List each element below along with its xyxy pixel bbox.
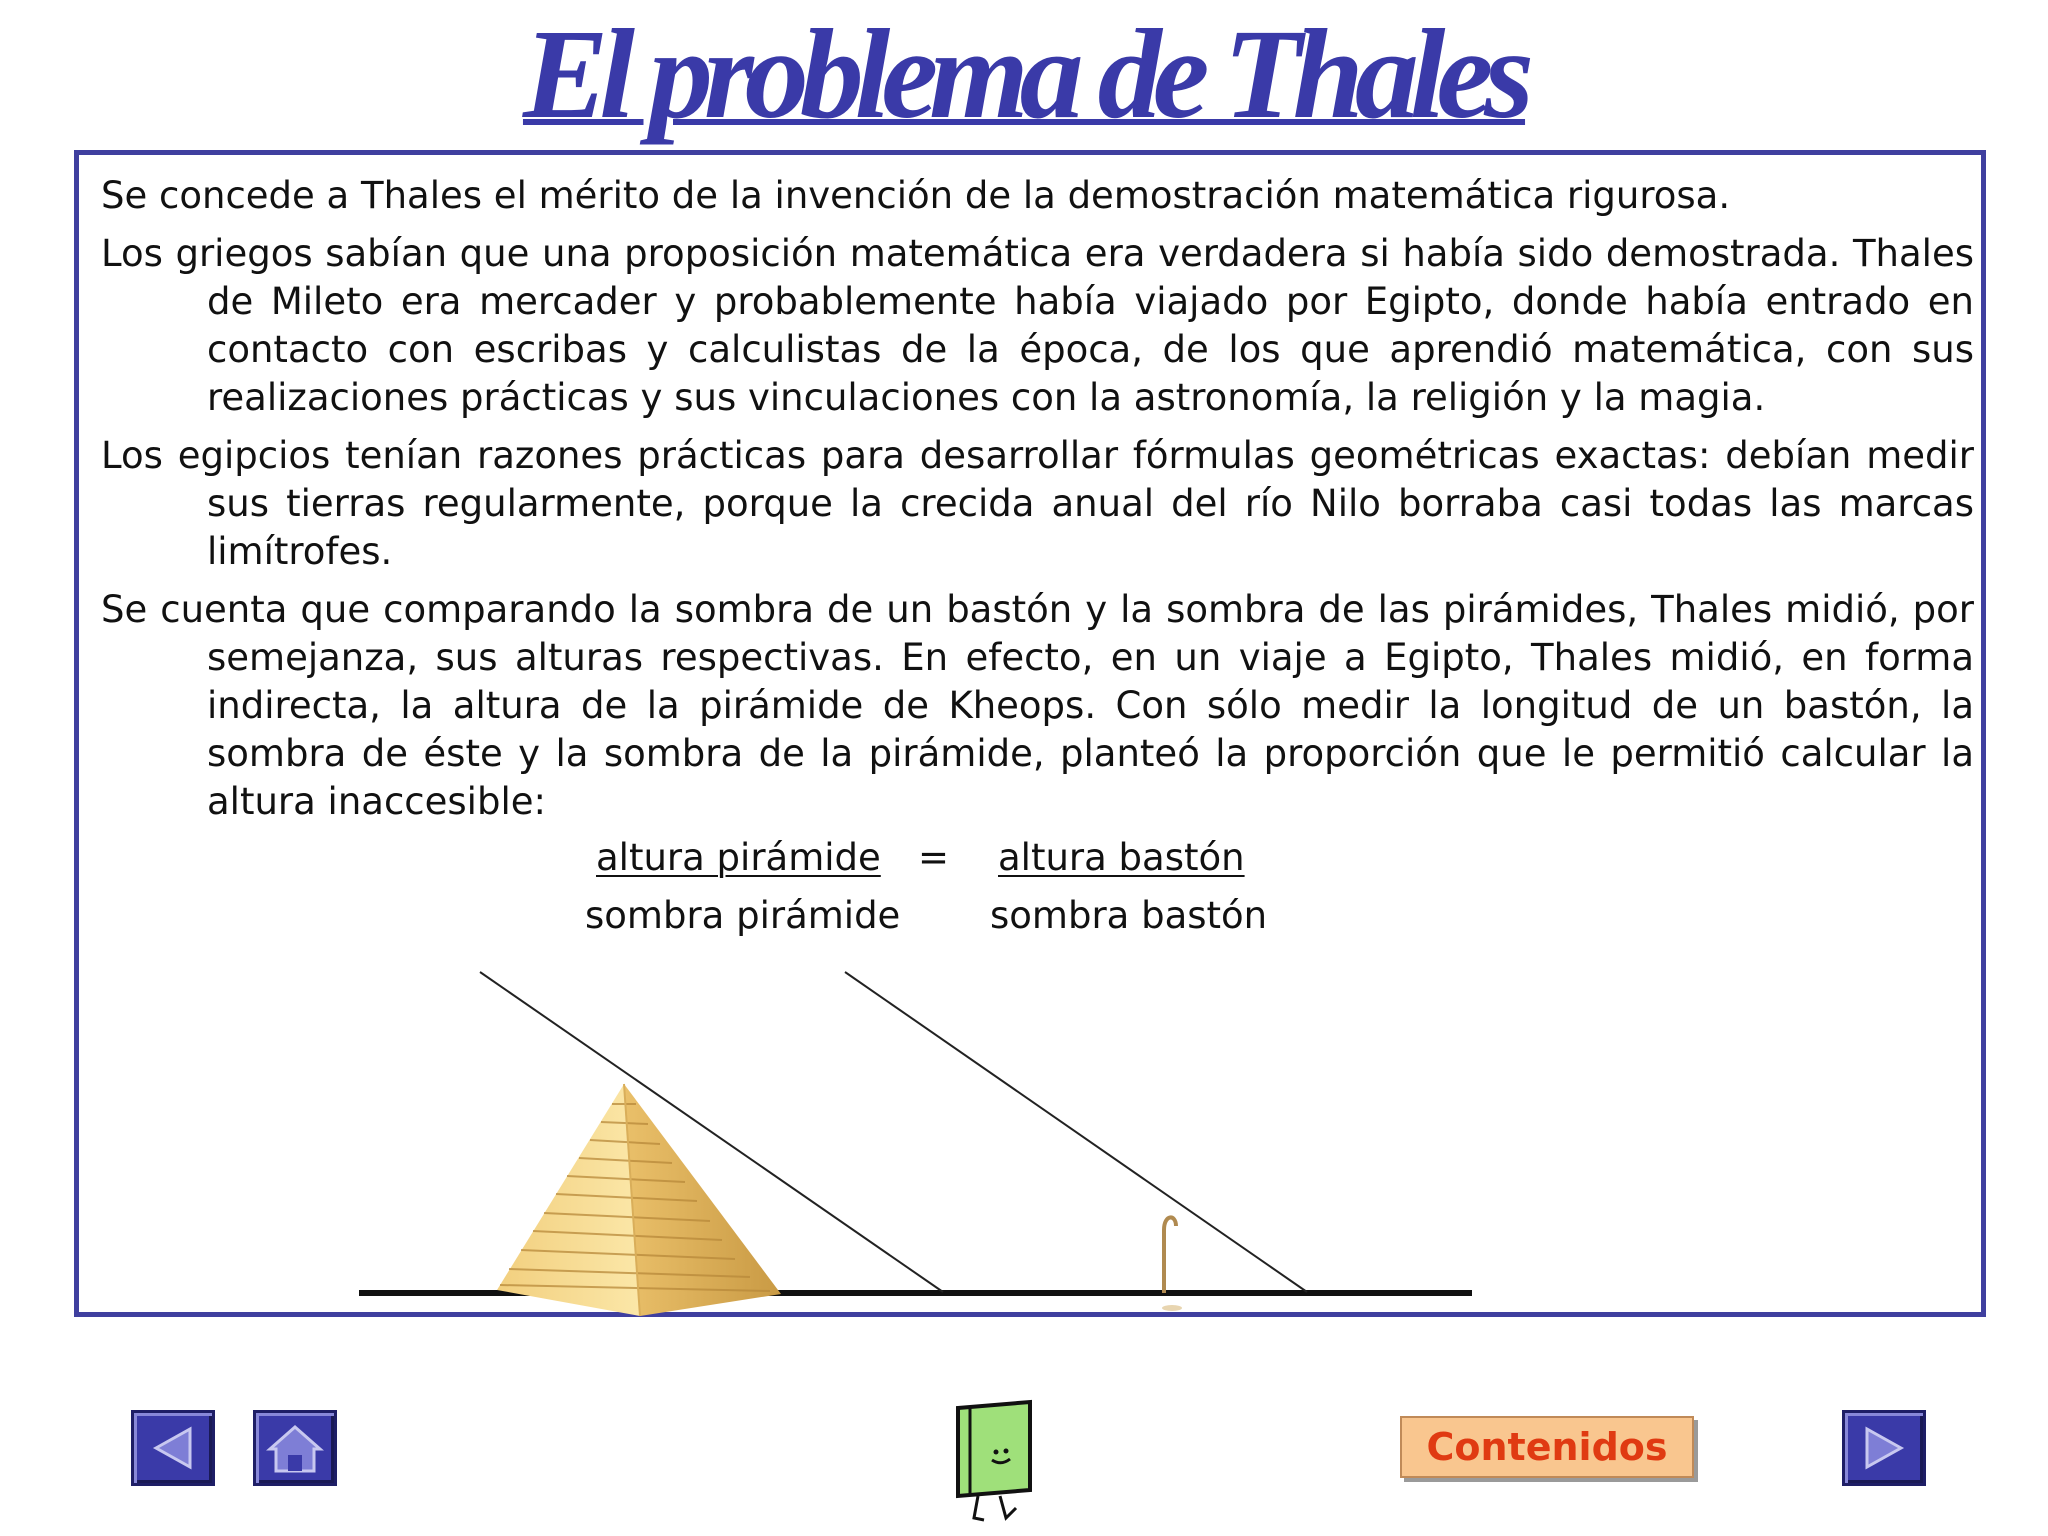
- book-character-icon[interactable]: [944, 1396, 1044, 1526]
- fraction-left-numerator: altura pirámide: [596, 836, 881, 879]
- pyramid-image: [497, 1084, 781, 1316]
- home-icon: [256, 1413, 334, 1483]
- equals-sign: =: [918, 836, 950, 879]
- staff-image: [1162, 1217, 1182, 1311]
- contents-button[interactable]: Contenidos: [1400, 1416, 1694, 1478]
- fraction-left-denominator: sombra pirámide: [585, 894, 901, 937]
- paragraph-egyptians: Los egipcios tenían razones prácticas para desarrollar fórmulas geométricas exactas: debían medir sus tierras regularmente, porque la crecida anual del río Nilo borraba casi todas las marcas limítrofes.: [101, 434, 1974, 573]
- back-button[interactable]: [131, 1410, 215, 1486]
- fraction-right-denominator: sombra bastón: [990, 894, 1268, 937]
- arrow-right-icon: [1845, 1413, 1923, 1483]
- paragraph-shadow-method: Se cuenta que comparando la sombra de un bastón y la sombra de las pirámides, Thales midió, por semejanza, sus alturas respectivas. En efecto, en un viaje a Egipto, Thales midió, en forma indirecta, la altura de la pirámide de Kheops. Con sólo medir la longitud de un bastón, la sombra de éste y la sombra de la pirámide, planteó la proporción que le permitió calcular la altura inaccesible:: [101, 588, 1974, 823]
- paragraph-intro: Se concede a Thales el mérito de la invención de la demostración matemática rigurosa.: [101, 174, 1731, 217]
- arrow-left-icon: [134, 1413, 212, 1483]
- sun-ray-staff: [845, 972, 1307, 1292]
- paragraph-greeks: Los griegos sabían que una proposición matemática era verdadera si había sido demostrada. Thales de Mileto era mercader y probablemente había viajado por Egipto, donde había entrado en contacto con escribas y calculistas de la época, de los que aprendió matemática, con sus realizaciones prácticas y sus vinculaciones con la astronomía, la religión y la magia.: [101, 232, 1974, 419]
- home-button[interactable]: [253, 1410, 337, 1486]
- fraction-right-numerator: altura bastón: [998, 836, 1245, 879]
- forward-button[interactable]: [1842, 1410, 1926, 1486]
- page-title: El problema de Thales: [522, 3, 1526, 145]
